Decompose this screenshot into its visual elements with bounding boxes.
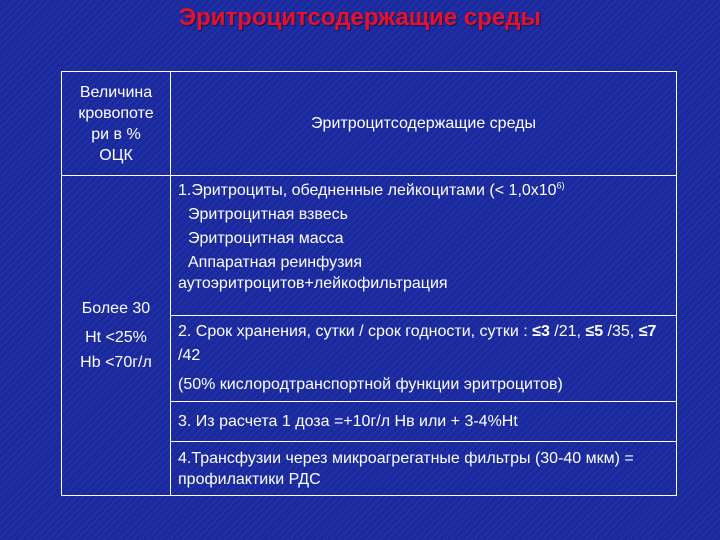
item2-v3: ≤7 (638, 323, 657, 340)
item2-p1: 2. Срок хранения, сутки / срок годности, сутки : (178, 323, 533, 340)
item2-p3: /35, (603, 323, 639, 340)
header-col1-line-2: кровопоте (78, 104, 154, 122)
item2-cell (171, 316, 677, 402)
item1-line2: Эритроцитная взвесь (188, 206, 348, 223)
header-media-cell: Эритроцитсодержащие среды (171, 72, 677, 176)
item2-v2: ≤5 (585, 323, 604, 340)
header-col1-line-3: ри в % (91, 125, 141, 143)
item1-line1-sup: 6) (556, 180, 565, 191)
item1-line5: аутоэритроцитов+лейкофильтрация (178, 275, 448, 292)
item2-p2: /21, (549, 323, 586, 340)
item2-v1: ≤3 (532, 323, 550, 340)
slide-title: Эритроцитсодержащие среды (179, 4, 541, 31)
item2-line1 (178, 320, 669, 368)
item4-cell: 4.Трансфузии через микроагрегатные фильтры (30-40 мкм) = профилактики РДС (171, 442, 677, 496)
item1-line4: Аппаратная реинфузия (188, 254, 363, 271)
criteria-line-2: Ht <25% (85, 329, 147, 346)
item1-line1-text: 1.Эритроциты, обедненные лейкоцитами (< 1,0x10 (178, 182, 557, 199)
blood-media-table (61, 71, 677, 496)
item1-cell (171, 176, 677, 316)
item2-line3: (50% кислородтранспортной функции эритроцитов) (178, 376, 563, 393)
header-col1-line-1: Величина (79, 83, 153, 101)
header-col1-line-4: ОЦК (99, 146, 133, 164)
item1-line3: Эритроцитная масса (188, 230, 344, 247)
criteria-line-1: Более 30 (81, 300, 151, 317)
table-row (62, 176, 677, 316)
table-header-row (62, 72, 677, 176)
item2-p4: /42 (178, 347, 201, 364)
item1-line1 (178, 180, 669, 201)
item3-cell: 3. Из расчета 1 доза =+10г/л Нв или + 3-4%Ht (171, 402, 677, 442)
criteria-line-3: Hb <70г/л (80, 354, 152, 371)
header-blood-loss-cell (62, 72, 171, 176)
blood-loss-criteria-cell (62, 176, 171, 496)
